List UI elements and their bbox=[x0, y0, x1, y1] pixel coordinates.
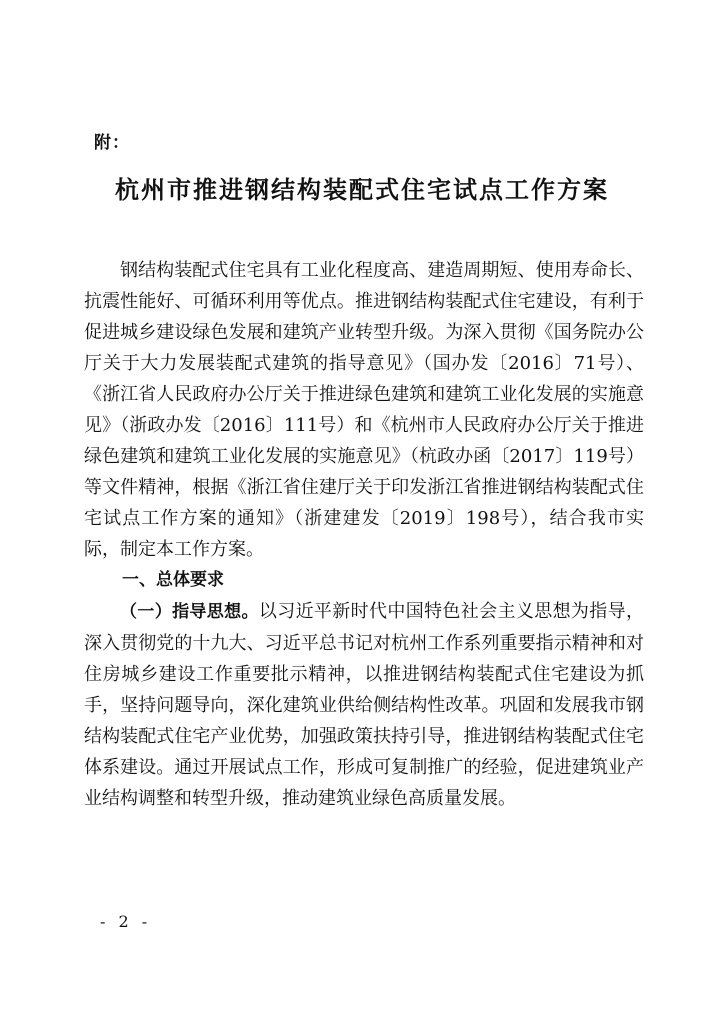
guiding-principle-paragraph bbox=[84, 596, 644, 814]
subsection-text: 以习近平新时代中国特色社会主义思想为指导，深入贯彻党的十九大、习近平总书记对杭州工作系列重要指示精神和对住房城乡建设工作重要批示精神，以推进钢结构装配式住宅建设为抓手，坚持问题导向，深化建筑业供给侧结构性改革。巩固和发展我市钢结构装配式住宅产业优势，加强政策扶持引导，推进钢结构装配式住宅体系建设。通过开展试点工作，形成可复制推广的经验，促进建筑业产业结构调整和转型升级，推动建筑业绿色高质量发展。 bbox=[84, 601, 645, 809]
document-body bbox=[84, 255, 644, 814]
intro-paragraph: 钢结构装配式住宅具有工业化程度高、建造周期短、使用寿命长、抗震性能好、可循环利用等优点。推进钢结构装配式住宅建设，有利于促进城乡建设绿色发展和建筑产业转型升级。为深入贯彻《国务院办公厅关于大力发展装配式建筑的指导意见》（国办发〔2016〕71号）、《浙江省人民政府办公厅关于推进绿色建筑和建筑工业化发展的实施意见》（浙政办发〔2016〕111号）和《杭州市人民政府办公厅关于推进绿色建筑和建筑工业化发展的实施意见》（杭政办函〔2017〕119号）等文件精神，根据《浙江省住建厅关于印发浙江省推进钢结构装配式住宅试点工作方案的通知》（浙建建发〔2019〕198号），结合我市实际，制定本工作方案。 bbox=[84, 260, 644, 560]
section-heading: 一、总体要求 bbox=[122, 570, 224, 590]
subsection-label: （一）指导思想。 bbox=[120, 602, 259, 622]
page-number: - 2 - bbox=[100, 912, 152, 931]
document-title: 杭州市推进钢结构装配式住宅试点工作方案 bbox=[115, 176, 609, 204]
attachment-label: 附： bbox=[94, 133, 130, 153]
